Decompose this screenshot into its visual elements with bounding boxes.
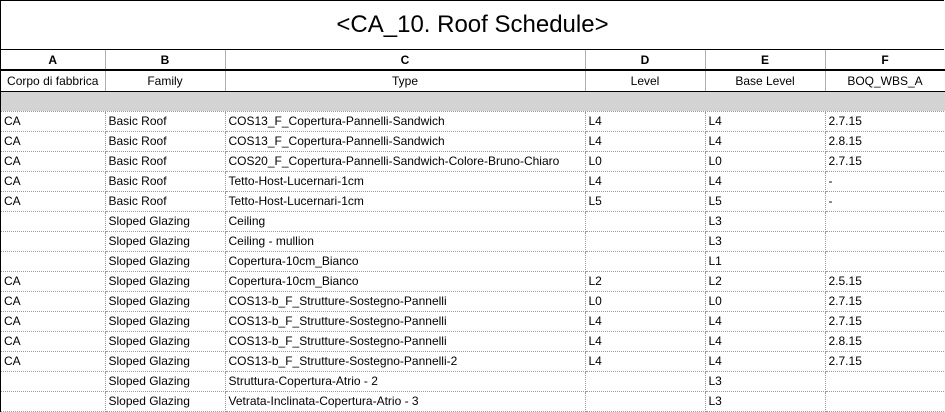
- cell-boq-wbs-a[interactable]: [825, 251, 945, 271]
- cell-level[interactable]: L4: [585, 111, 705, 131]
- header-level[interactable]: Level: [585, 70, 705, 91]
- cell-base-level[interactable]: L3: [705, 371, 825, 391]
- cell-base-level[interactable]: L2: [705, 271, 825, 291]
- cell-level[interactable]: L4: [585, 351, 705, 371]
- cell-family[interactable]: Basic Roof: [105, 151, 225, 171]
- cell-type[interactable]: Tetto-Host-Lucernari-1cm: [225, 191, 585, 211]
- cell-level[interactable]: L4: [585, 171, 705, 191]
- cell-corpo-di-fabbrica[interactable]: CA: [1, 271, 105, 291]
- table-row[interactable]: [1, 271, 945, 291]
- group-header-cell[interactable]: [1, 91, 945, 111]
- cell-family[interactable]: Sloped Glazing: [105, 251, 225, 271]
- cell-boq-wbs-a[interactable]: -: [825, 171, 945, 191]
- cell-type[interactable]: Ceiling - mullion: [225, 231, 585, 251]
- cell-boq-wbs-a[interactable]: [825, 231, 945, 251]
- cell-corpo-di-fabbrica[interactable]: CA: [1, 351, 105, 371]
- table-row[interactable]: [1, 171, 945, 191]
- table-row[interactable]: [1, 331, 945, 351]
- cell-base-level[interactable]: L4: [705, 331, 825, 351]
- cell-boq-wbs-a[interactable]: 2.8.15: [825, 331, 945, 351]
- cell-boq-wbs-a[interactable]: 2.5.15: [825, 271, 945, 291]
- cell-base-level[interactable]: L4: [705, 131, 825, 151]
- cell-type[interactable]: COS13-b_F_Strutture-Sostegno-Pannelli: [225, 331, 585, 351]
- cell-corpo-di-fabbrica[interactable]: [1, 251, 105, 271]
- cell-corpo-di-fabbrica[interactable]: CA: [1, 111, 105, 131]
- cell-base-level[interactable]: L4: [705, 351, 825, 371]
- cell-level[interactable]: [585, 231, 705, 251]
- cell-base-level[interactable]: L4: [705, 111, 825, 131]
- cell-base-level[interactable]: L3: [705, 231, 825, 251]
- cell-level[interactable]: L0: [585, 291, 705, 311]
- column-letter-a[interactable]: A: [1, 50, 105, 70]
- cell-boq-wbs-a[interactable]: 2.7.15: [825, 311, 945, 331]
- cell-family[interactable]: Basic Roof: [105, 111, 225, 131]
- header-type[interactable]: Type: [225, 70, 585, 91]
- cell-boq-wbs-a[interactable]: 2.8.15: [825, 131, 945, 151]
- cell-family[interactable]: Sloped Glazing: [105, 211, 225, 231]
- cell-family[interactable]: Sloped Glazing: [105, 371, 225, 391]
- column-letter-b[interactable]: B: [105, 50, 225, 70]
- cell-base-level[interactable]: L1: [705, 251, 825, 271]
- cell-boq-wbs-a[interactable]: -: [825, 191, 945, 211]
- cell-base-level[interactable]: L5: [705, 191, 825, 211]
- table-row[interactable]: [1, 311, 945, 331]
- cell-boq-wbs-a[interactable]: [825, 371, 945, 391]
- cell-base-level[interactable]: L0: [705, 151, 825, 171]
- table-row[interactable]: [1, 151, 945, 171]
- column-letter-row: [1, 50, 945, 70]
- cell-type[interactable]: Tetto-Host-Lucernari-1cm: [225, 171, 585, 191]
- cell-family[interactable]: Sloped Glazing: [105, 291, 225, 311]
- cell-corpo-di-fabbrica[interactable]: [1, 371, 105, 391]
- cell-family[interactable]: Basic Roof: [105, 191, 225, 211]
- cell-boq-wbs-a[interactable]: 2.7.15: [825, 151, 945, 171]
- table-row[interactable]: [1, 231, 945, 251]
- cell-base-level[interactable]: L3: [705, 391, 825, 411]
- column-letter-d[interactable]: D: [585, 50, 705, 70]
- cell-level[interactable]: L5: [585, 191, 705, 211]
- cell-level[interactable]: [585, 371, 705, 391]
- cell-corpo-di-fabbrica[interactable]: [1, 231, 105, 251]
- cell-family[interactable]: Sloped Glazing: [105, 311, 225, 331]
- group-header-row[interactable]: [1, 91, 945, 111]
- cell-level[interactable]: L4: [585, 331, 705, 351]
- cell-family[interactable]: Sloped Glazing: [105, 231, 225, 251]
- cell-family[interactable]: Basic Roof: [105, 171, 225, 191]
- cell-family[interactable]: Sloped Glazing: [105, 331, 225, 351]
- header-corpo-di-fabbrica[interactable]: Corpo di fabbrica: [1, 70, 105, 91]
- cell-boq-wbs-a[interactable]: [825, 391, 945, 411]
- cell-boq-wbs-a[interactable]: [825, 211, 945, 231]
- cell-corpo-di-fabbrica[interactable]: CA: [1, 331, 105, 351]
- cell-family[interactable]: Sloped Glazing: [105, 351, 225, 371]
- table-row[interactable]: [1, 131, 945, 151]
- cell-type[interactable]: COS20_F_Copertura-Pannelli-Sandwich-Colore-Bruno-Chiaro: [225, 151, 585, 171]
- table-row[interactable]: [1, 371, 945, 391]
- cell-family[interactable]: Basic Roof: [105, 131, 225, 151]
- cell-corpo-di-fabbrica[interactable]: [1, 391, 105, 411]
- schedule-title: <CA_10. Roof Schedule>: [1, 0, 944, 50]
- column-letter-e[interactable]: E: [705, 50, 825, 70]
- table-row[interactable]: [1, 391, 945, 411]
- cell-type[interactable]: COS13-b_F_Strutture-Sostegno-Pannelli: [225, 311, 585, 331]
- cell-type[interactable]: COS13_F_Copertura-Pannelli-Sandwich: [225, 131, 585, 151]
- schedule-table: [1, 50, 945, 412]
- cell-corpo-di-fabbrica[interactable]: CA: [1, 171, 105, 191]
- cell-base-level[interactable]: L4: [705, 311, 825, 331]
- table-row[interactable]: [1, 191, 945, 211]
- cell-level[interactable]: [585, 391, 705, 411]
- column-letter-c[interactable]: C: [225, 50, 585, 70]
- cell-type[interactable]: Struttura-Copertura-Atrio - 2: [225, 371, 585, 391]
- cell-family[interactable]: Sloped Glazing: [105, 391, 225, 411]
- header-family[interactable]: Family: [105, 70, 225, 91]
- table-row[interactable]: [1, 251, 945, 271]
- cell-level[interactable]: [585, 211, 705, 231]
- cell-type[interactable]: Ceiling: [225, 211, 585, 231]
- cell-level[interactable]: [585, 251, 705, 271]
- cell-corpo-di-fabbrica[interactable]: CA: [1, 191, 105, 211]
- table-row[interactable]: [1, 351, 945, 371]
- cell-base-level[interactable]: L3: [705, 211, 825, 231]
- cell-type[interactable]: COS13-b_F_Strutture-Sostegno-Pannelli: [225, 291, 585, 311]
- cell-level[interactable]: L4: [585, 311, 705, 331]
- column-letter-f[interactable]: F: [825, 50, 945, 70]
- cell-type[interactable]: COS13_F_Copertura-Pannelli-Sandwich: [225, 111, 585, 131]
- cell-level[interactable]: L0: [585, 151, 705, 171]
- cell-corpo-di-fabbrica[interactable]: CA: [1, 151, 105, 171]
- cell-corpo-di-fabbrica[interactable]: CA: [1, 291, 105, 311]
- cell-level[interactable]: L4: [585, 131, 705, 151]
- cell-boq-wbs-a[interactable]: 2.7.15: [825, 291, 945, 311]
- table-row[interactable]: [1, 291, 945, 311]
- cell-type[interactable]: Copertura-10cm_Bianco: [225, 271, 585, 291]
- cell-type[interactable]: Copertura-10cm_Bianco: [225, 251, 585, 271]
- cell-type[interactable]: COS13-b_F_Strutture-Sostegno-Pannelli-2: [225, 351, 585, 371]
- cell-boq-wbs-a[interactable]: 2.7.15: [825, 111, 945, 131]
- cell-corpo-di-fabbrica[interactable]: CA: [1, 131, 105, 151]
- cell-base-level[interactable]: L0: [705, 291, 825, 311]
- header-base-level[interactable]: Base Level: [705, 70, 825, 91]
- cell-corpo-di-fabbrica[interactable]: CA: [1, 311, 105, 331]
- cell-corpo-di-fabbrica[interactable]: [1, 211, 105, 231]
- table-row[interactable]: [1, 211, 945, 231]
- table-row[interactable]: [1, 111, 945, 131]
- cell-boq-wbs-a[interactable]: 2.7.15: [825, 351, 945, 371]
- column-header-row: [1, 70, 945, 91]
- header-boq-wbs-a[interactable]: BOQ_WBS_A: [825, 70, 945, 91]
- cell-level[interactable]: L2: [585, 271, 705, 291]
- cell-family[interactable]: Sloped Glazing: [105, 271, 225, 291]
- cell-type[interactable]: Vetrata-Inclinata-Copertura-Atrio - 3: [225, 391, 585, 411]
- cell-base-level[interactable]: L4: [705, 171, 825, 191]
